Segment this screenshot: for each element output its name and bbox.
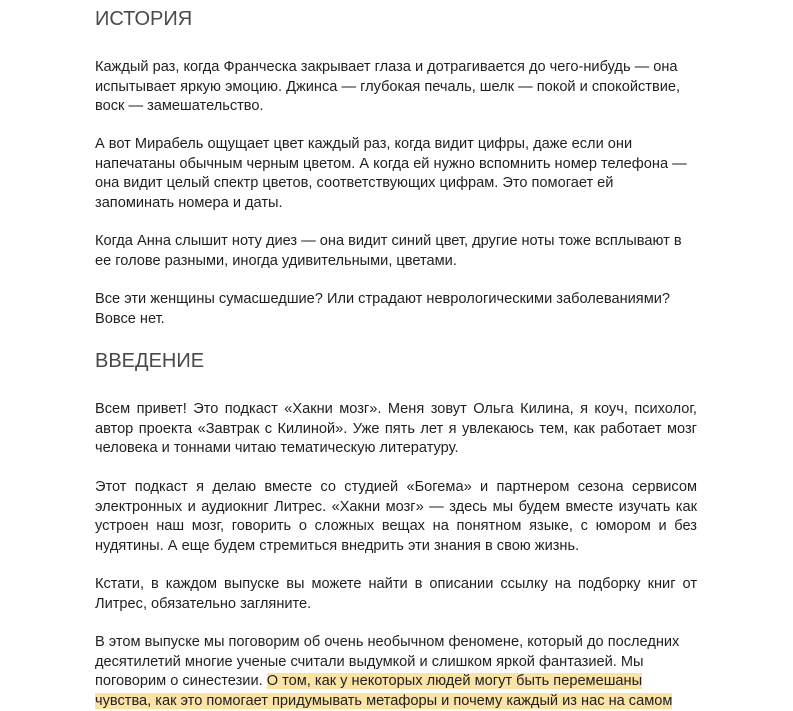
section-heading-intro: ВВЕДЕНИЕ bbox=[95, 350, 205, 372]
section-heading-story: ИСТОРИЯ bbox=[95, 8, 193, 30]
highlighted-text: О том, как у некоторых людей могут быть перемешаны чувства, как это помогает придумывать метафоры и почему каждый из нас на самом bbox=[95, 673, 673, 709]
intro-paragraph: Этот подкаст я делаю вместе со студией «Богема» и партнером сезона сервисом электронных и аудиокниг Литрес. «Хакни мозг» — здесь мы будем вместе изучать как устроен наш мозг, говорить о сложных вещах на понятном языке, с юмором и без нудятины. А еще будем стремиться внедрить эти знания в свою жизнь. bbox=[95, 479, 697, 554]
intro-paragraph: Кстати, в каждом выпуске вы можете найти в описании ссылку на подборку книг от Литрес, обязательно загляните. bbox=[95, 576, 697, 612]
episode-text: В этом выпуске мы поговорим об очень необычном феномене, который до последних десятилетий многие ученые считали выдумкой и слишком яркой фантазией. Мы поговорим о синестезии. bbox=[95, 634, 680, 689]
intro-paragraph: Всем привет! Это подкаст «Хакни мозг». Меня зовут Ольга Килина, я коуч, психолог, автор проекта «Завтрак с Килиной». Уже пять лет я увлекаюсь тем, как работает мозг человека и тоннами читаю тематическую литературу. bbox=[95, 401, 697, 456]
story-paragraph: А вот Мирабель ощущает цвет каждый раз, когда видит цифры, даже если они напечатаны обычным черным цветом. А когда ей нужно вспомнить номер телефона — она видит целый спектр цветов, соответствующих цифрам. Это помогает ей запоминать номера и даты. bbox=[95, 136, 687, 211]
story-paragraph: Когда Анна слышит ноту диез — она видит синий цвет, другие ноты тоже всплывают в ее голове разными, иногда удивительными, цветами. bbox=[95, 233, 682, 269]
story-paragraph: Каждый раз, когда Франческа закрывает глаза и дотрагивается до чего-нибудь — она испытывает яркую эмоцию. Джинса — глубокая печаль, шелк — покой и спокойствие, воск — замешательство. bbox=[95, 59, 681, 114]
story-paragraph: Все эти женщины сумасшедшие? Или страдают неврологическими заболеваниями? Вовсе нет. bbox=[95, 291, 670, 327]
episode-paragraph bbox=[95, 633, 685, 711]
